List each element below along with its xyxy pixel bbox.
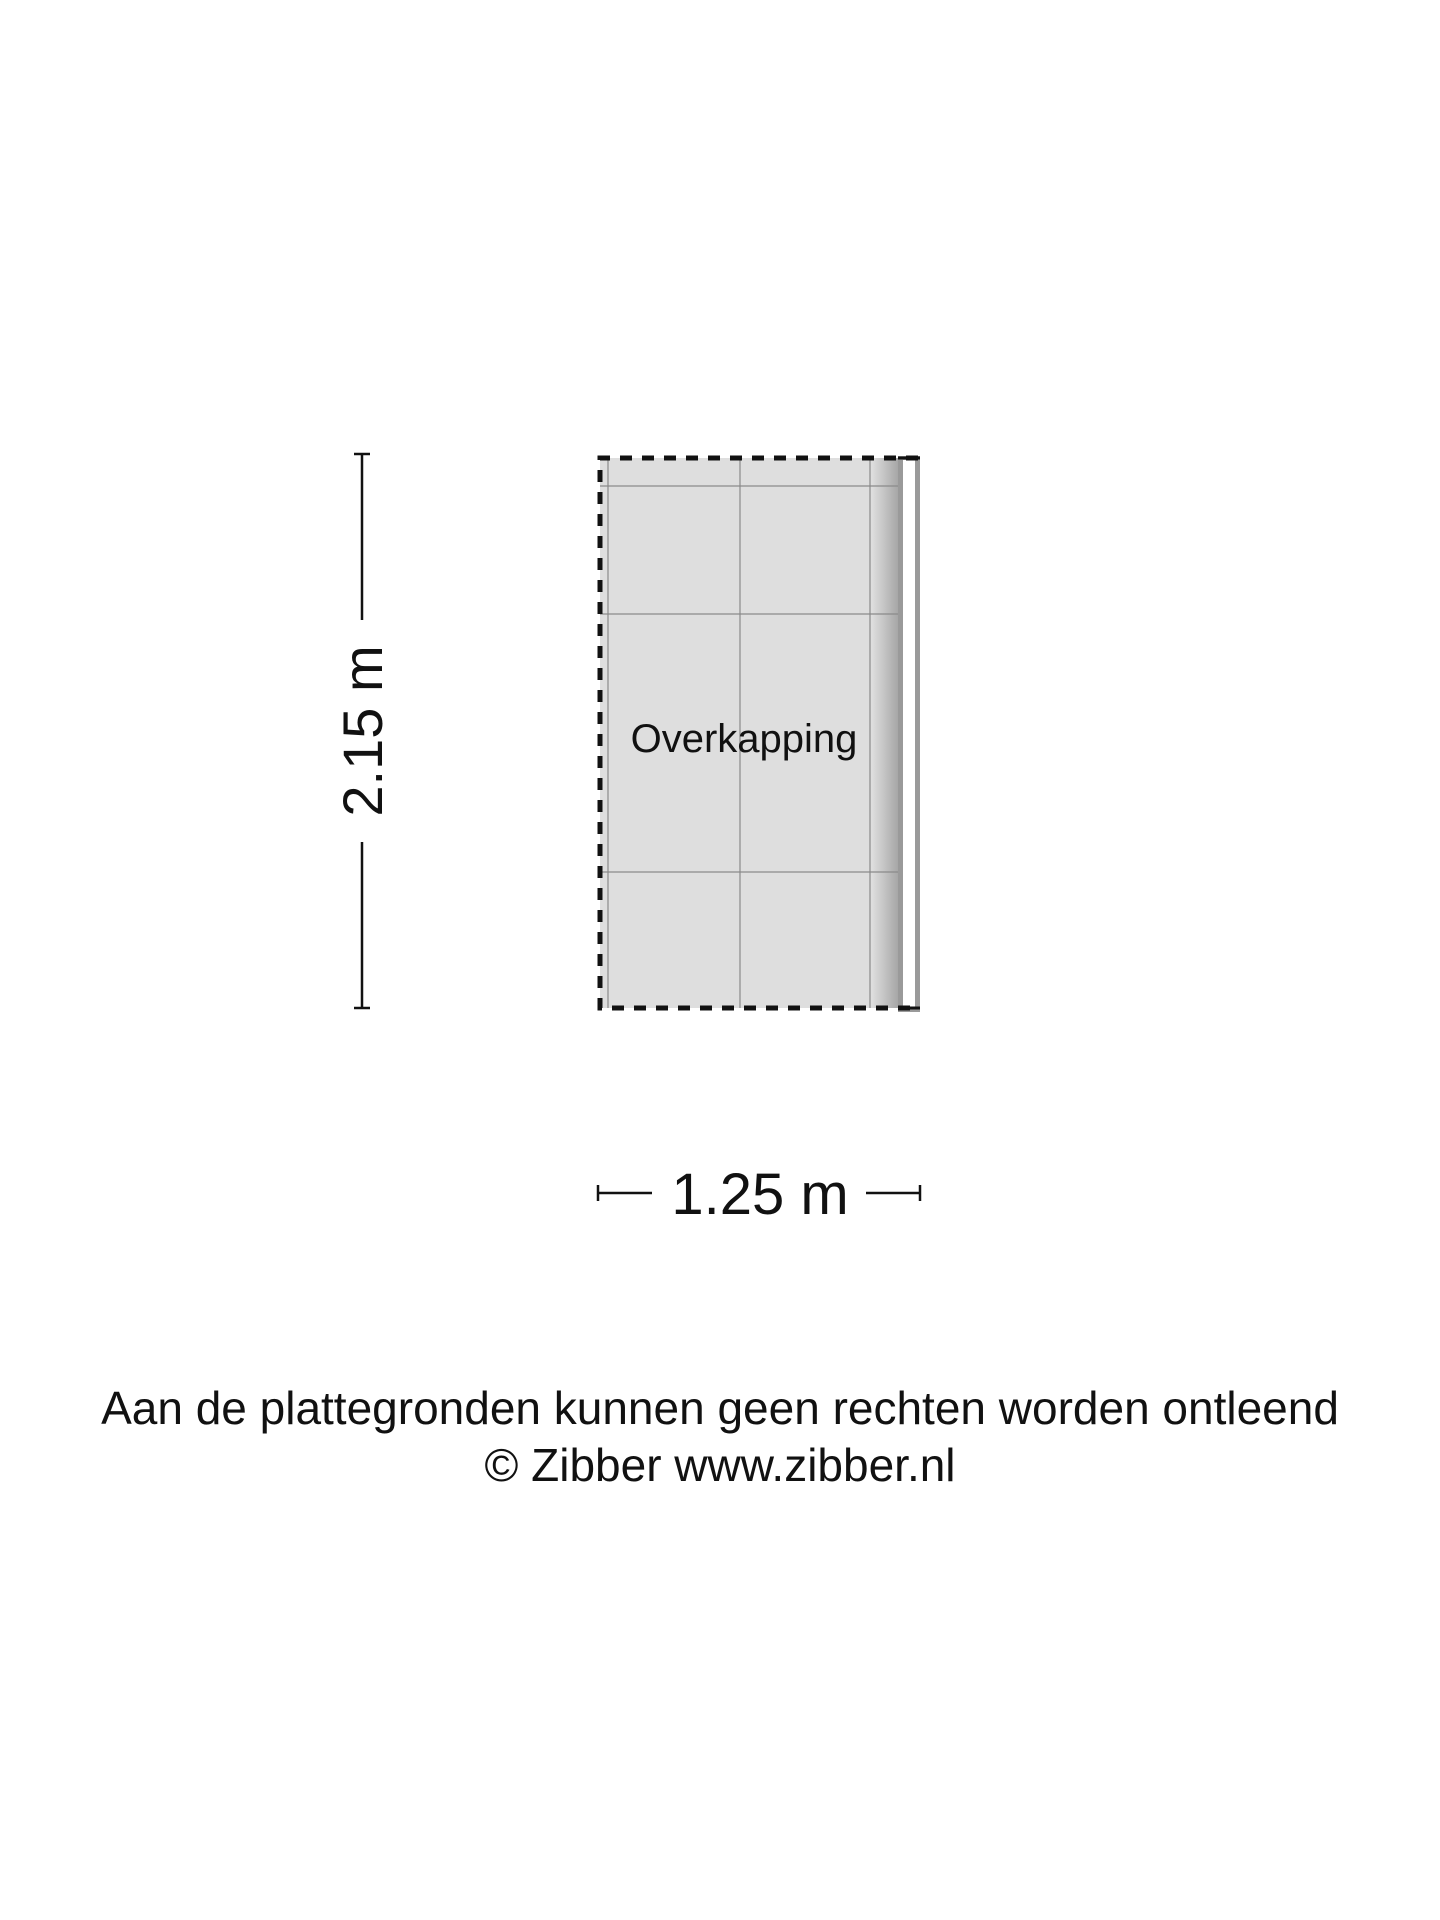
room-label: Overkapping	[630, 717, 858, 761]
copyright-text: © Zibber www.zibber.nl	[484, 1439, 956, 1491]
dimension-height-label: 2.15 m	[331, 645, 394, 817]
disclaimer-text: Aan de plattegronden kunnen geen rechten worden ontleend	[101, 1382, 1339, 1434]
dimension-width-label: 1.25 m	[671, 1162, 849, 1227]
solid-wall-right	[898, 456, 920, 1012]
room-overkapping	[600, 456, 920, 1012]
